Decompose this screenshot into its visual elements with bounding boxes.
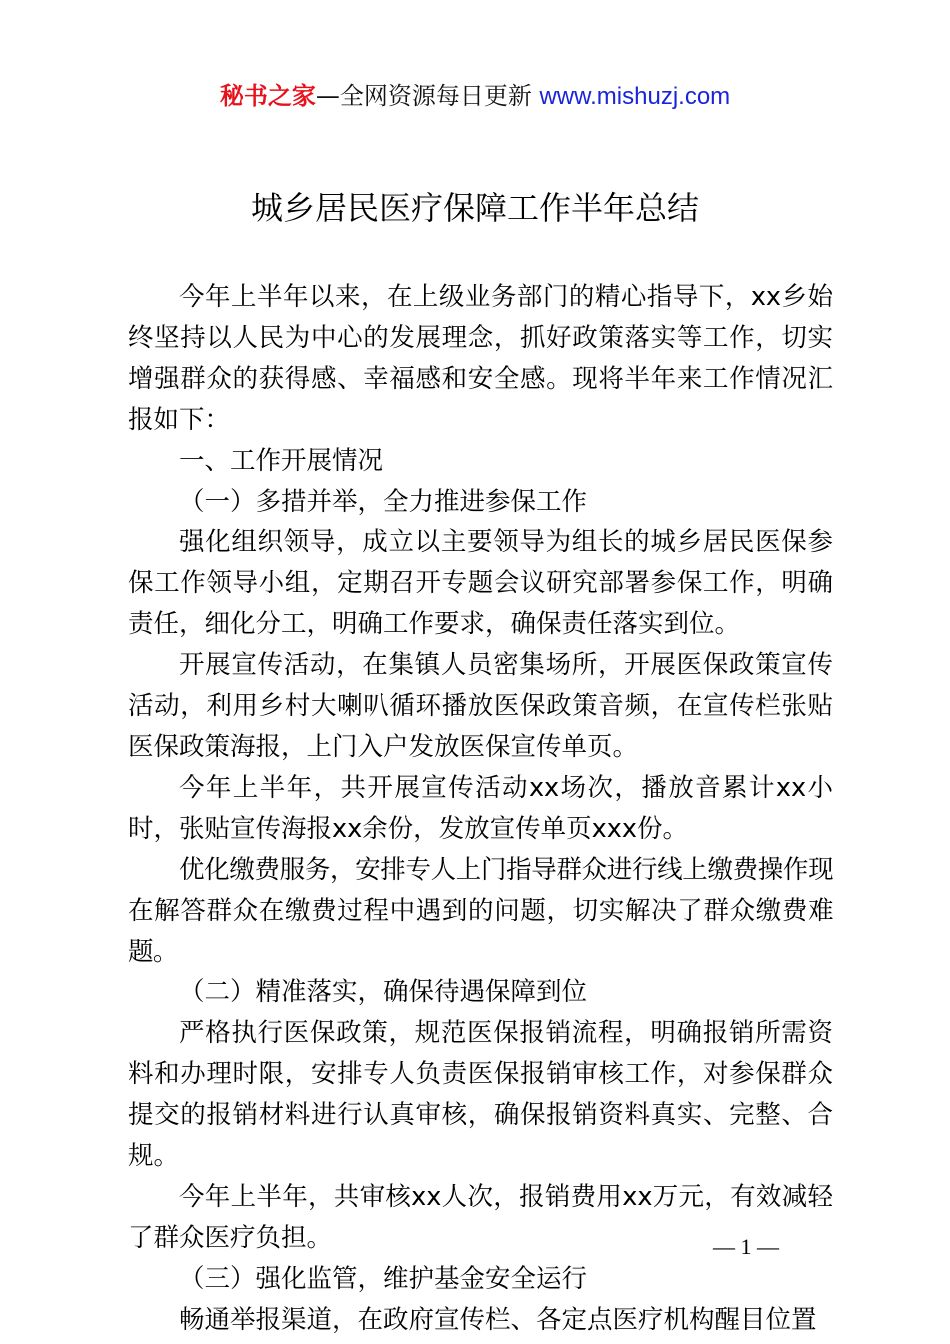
paragraph-publicity-stats: 今年上半年，共开展宣传活动xx场次，播放音累计xx小时，张贴宣传海报xx余份，发放宣传单页xxx份。 xyxy=(128,772,833,844)
paragraph-payment-service: 优化缴费服务，安排专人上门指导群众进行线上缴费操作现在解答群众在缴费过程中遇到的问题，切实解决了群众缴费难题。 xyxy=(128,854,833,967)
paragraph-reimbursement-stats: 今年上半年，共审核xx人次，报销费用xx万元，有效减轻了群众医疗负担。 xyxy=(128,1181,833,1253)
paragraph-reimbursement: 严格执行医保政策，规范医保报销流程，明确报销所需资料和办理时限，安排专人负责医保报销审核工作，对参保群众提交的报销材料进行认真审核，确保报销资料真实、完整、合规。 xyxy=(128,1018,833,1172)
site-tagline: —全网资源每日更新 xyxy=(315,82,532,110)
paragraph-intro: 今年上半年以来，在上级业务部门的精心指导下，xx乡始终坚持以人民为中心的发展理念，抓好政策落实等工作，切实增强群众的获得感、幸福感和安全感。现将半年来工作情况汇报如下： xyxy=(128,282,833,435)
subsection-heading-3: （三）强化监管，维护基金安全运行 xyxy=(179,1263,588,1294)
site-url-link[interactable]: www.mishuzj.com xyxy=(539,83,731,110)
site-banner xyxy=(0,80,950,113)
paragraph-supervision: 畅通举报渠道，在政府宣传栏、各定点医疗机构醒目位置 xyxy=(179,1304,817,1335)
document-title: 城乡居民医疗保障工作半年总结 xyxy=(250,189,699,227)
paragraph-publicity: 开展宣传活动，在集镇人员密集场所，开展医保政策宣传活动，利用乡村大喇叭循环播放医保政策音频，在宣传栏张贴医保政策海报，上门入户发放医保宣传单页。 xyxy=(128,650,833,762)
site-brand: 秘书之家 xyxy=(219,82,316,110)
document-body xyxy=(128,277,833,1341)
subsection-heading-1: （一）多措并举，全力推进参保工作 xyxy=(179,486,588,517)
section-heading-1: 一、工作开展情况 xyxy=(179,445,384,476)
page-number: — 1 — xyxy=(713,1234,779,1259)
subsection-heading-2: （二）精准落实，确保待遇保障到位 xyxy=(179,977,588,1008)
paragraph-organization: 强化组织领导，成立以主要领导为组长的城乡居民医保参保工作领导小组，定期召开专题会议研究部署参保工作，明确责任，细化分工，明确工作要求，确保责任落实到位。 xyxy=(128,527,833,640)
